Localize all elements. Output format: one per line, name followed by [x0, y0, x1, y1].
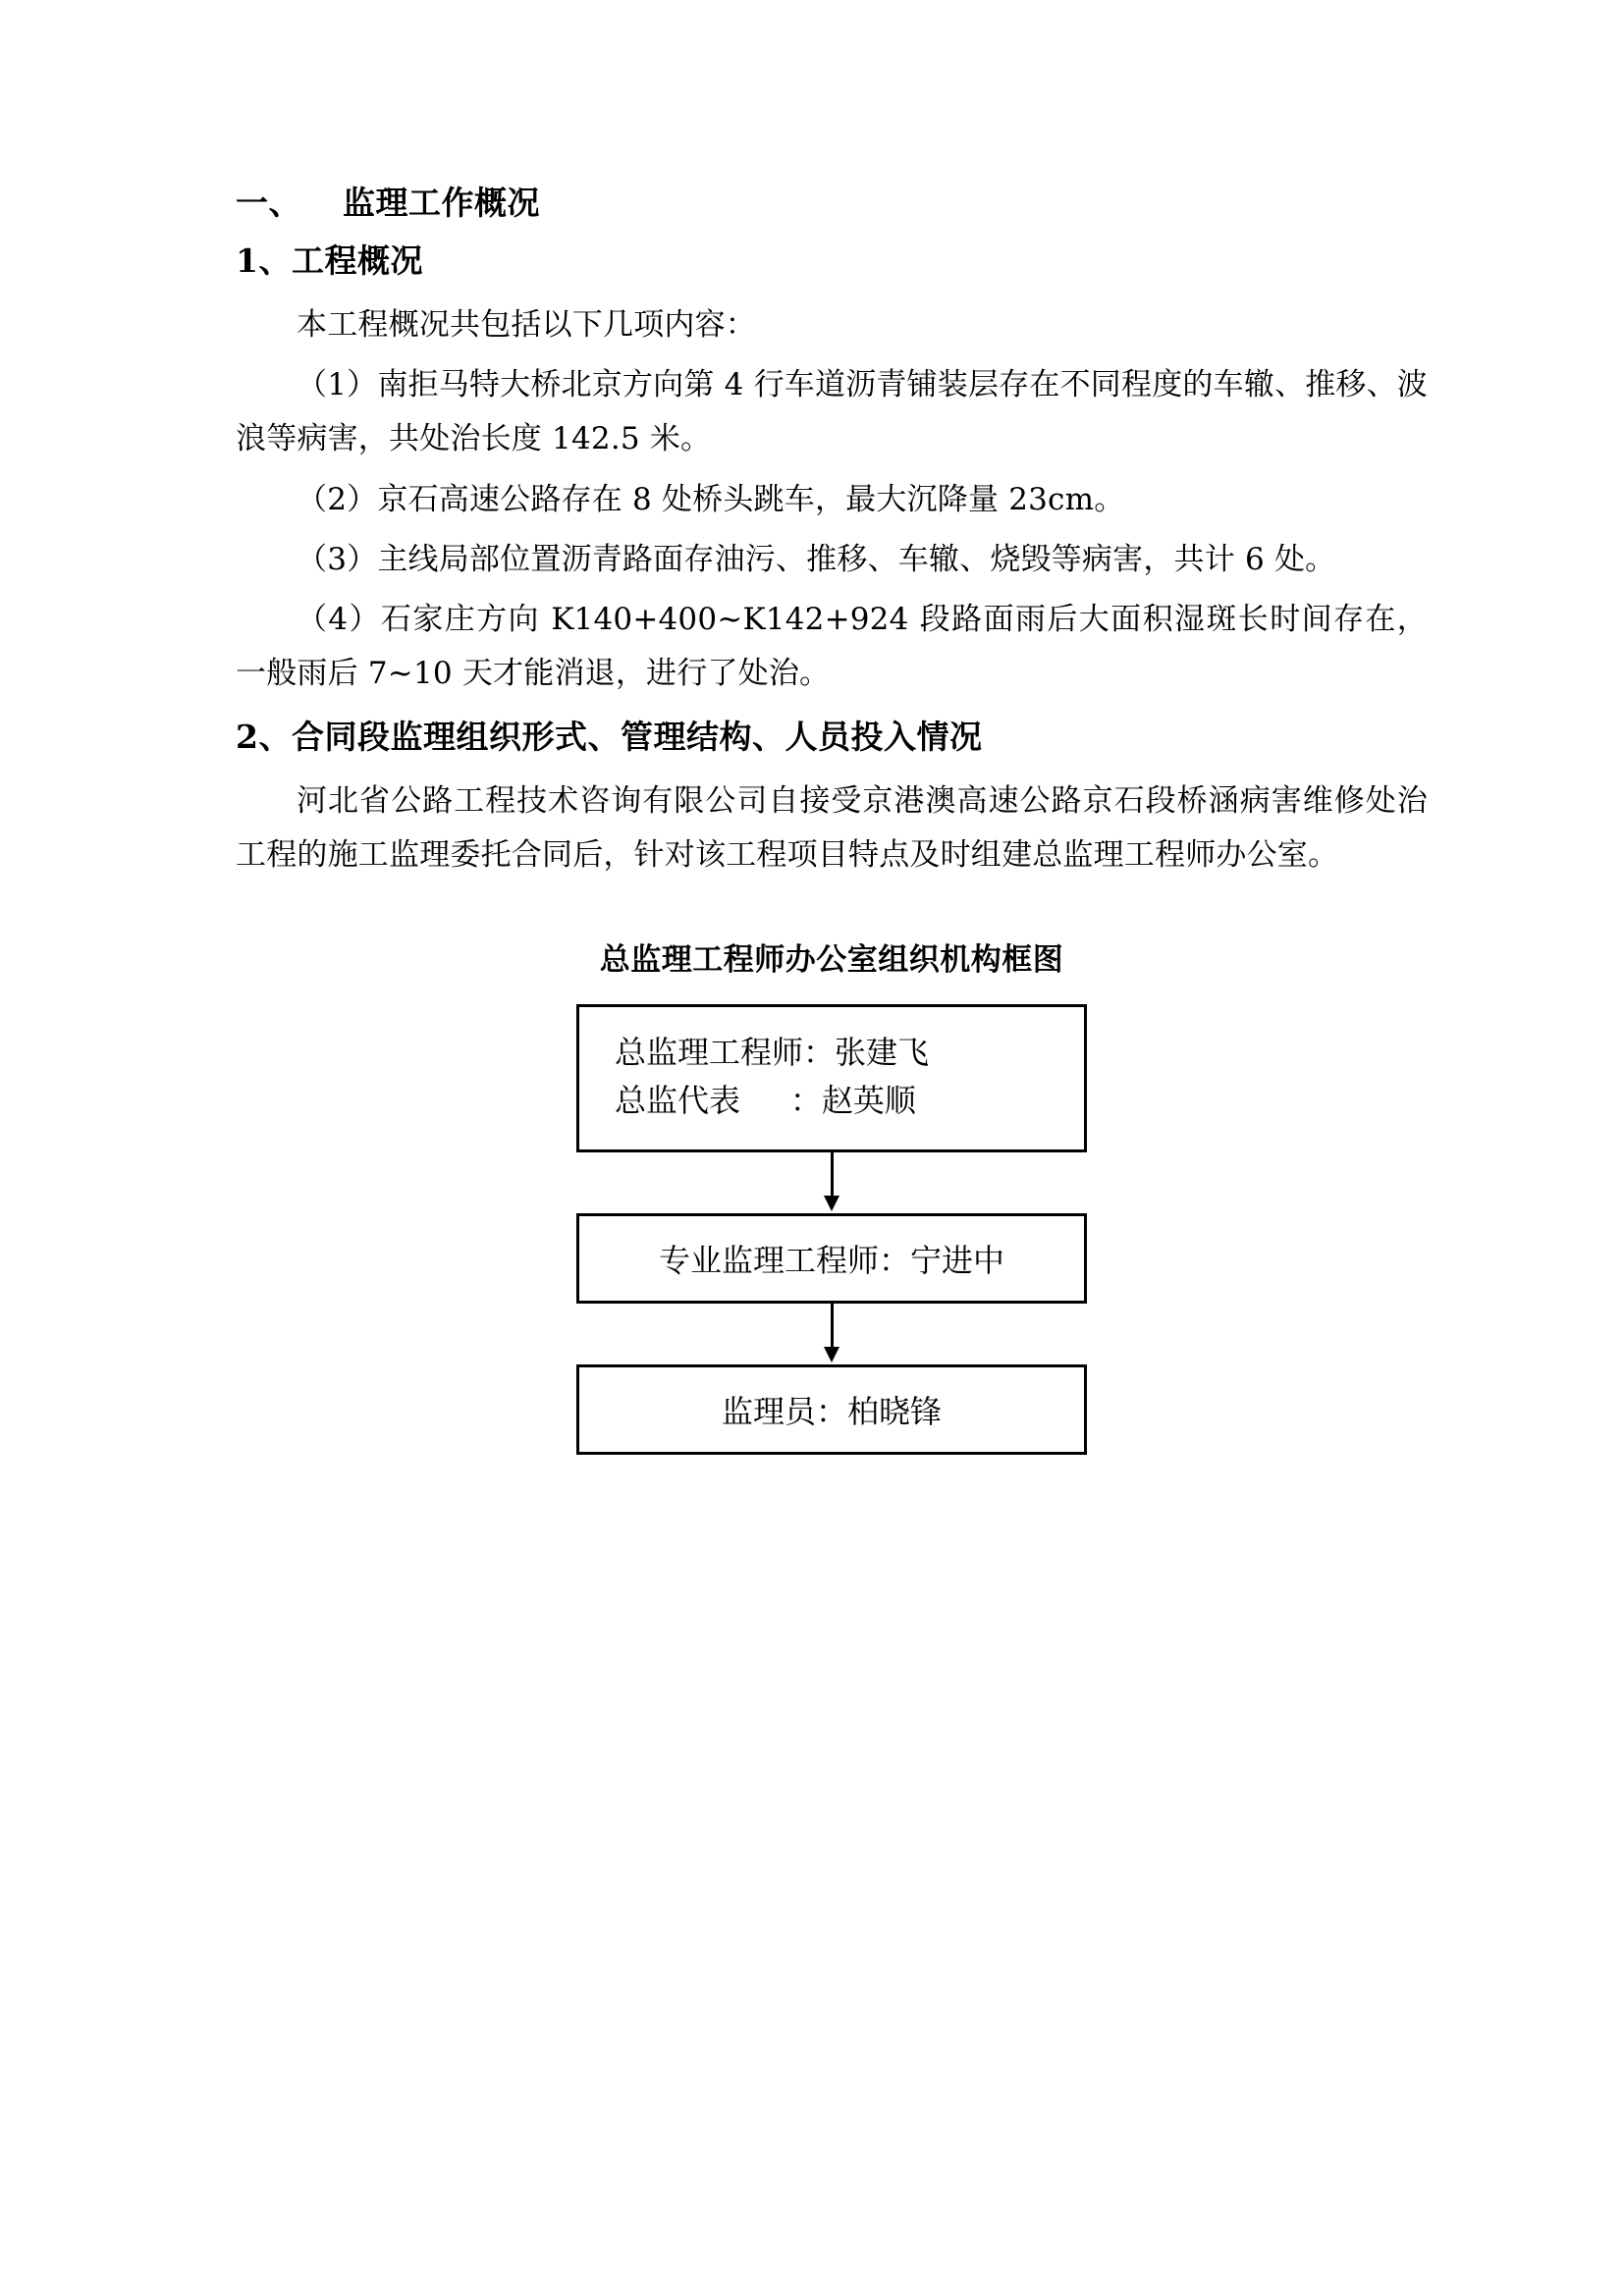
list-item-1: （1）南拒马特大桥北京方向第 4 行车道沥青铺装层存在不同程度的车辙、推移、波浪等病害，共处治长度 142.5 米。 [236, 367, 1428, 457]
arrow-down-icon-2 [822, 1304, 841, 1364]
org-chart-title: 总监理工程师办公室组织机构框图 [599, 941, 1064, 978]
org-box-level3 [576, 1364, 1087, 1455]
list-item-4: （4）石家庄方向 K140+400~K142+924 段路面雨后大面积湿斑长时间存在，一般雨后 7~10 天才能消退，进行了处治。 [236, 601, 1428, 692]
org-chart [236, 1004, 1428, 1455]
subsection-1-heading: 1、工程概况 [236, 241, 423, 280]
section-heading [236, 184, 1428, 222]
org-box-level2 [576, 1213, 1087, 1304]
org-chief-supervisor: 总监理工程师：张建飞 [615, 1033, 930, 1071]
subsection-2-body: 河北省公路工程技术咨询有限公司自接受京港澳高速公路京石段桥涵病害维修处治工程的施工监理委托合同后，针对该工程项目特点及时组建总监理工程师办公室。 [236, 783, 1428, 874]
subsection-2-heading: 2、合同段监理组织形式、管理结构、人员投入情况 [236, 718, 983, 757]
arrow-down-icon-1 [822, 1152, 841, 1213]
intro-paragraph: 本工程概况共包括以下几项内容： [297, 307, 756, 343]
org-professional-supervisor: 专业监理工程师：宁进中 [658, 1241, 1004, 1279]
list-item-3: （3）主线局部位置沥青路面存油污、推移、车辙、烧毁等病害，共计 6 处。 [297, 541, 1336, 577]
org-box-level1 [576, 1004, 1087, 1152]
org-supervisor-member: 监理员：柏晓锋 [721, 1392, 942, 1430]
section-number: 一、 [236, 184, 301, 222]
list-item-2: （2）京石高速公路存在 8 处桥头跳车，最大沉降量 23cm。 [297, 481, 1125, 517]
section-title: 监理工作概况 [343, 184, 540, 222]
org-chief-representative: 总监代表 ：赵英顺 [615, 1082, 916, 1120]
